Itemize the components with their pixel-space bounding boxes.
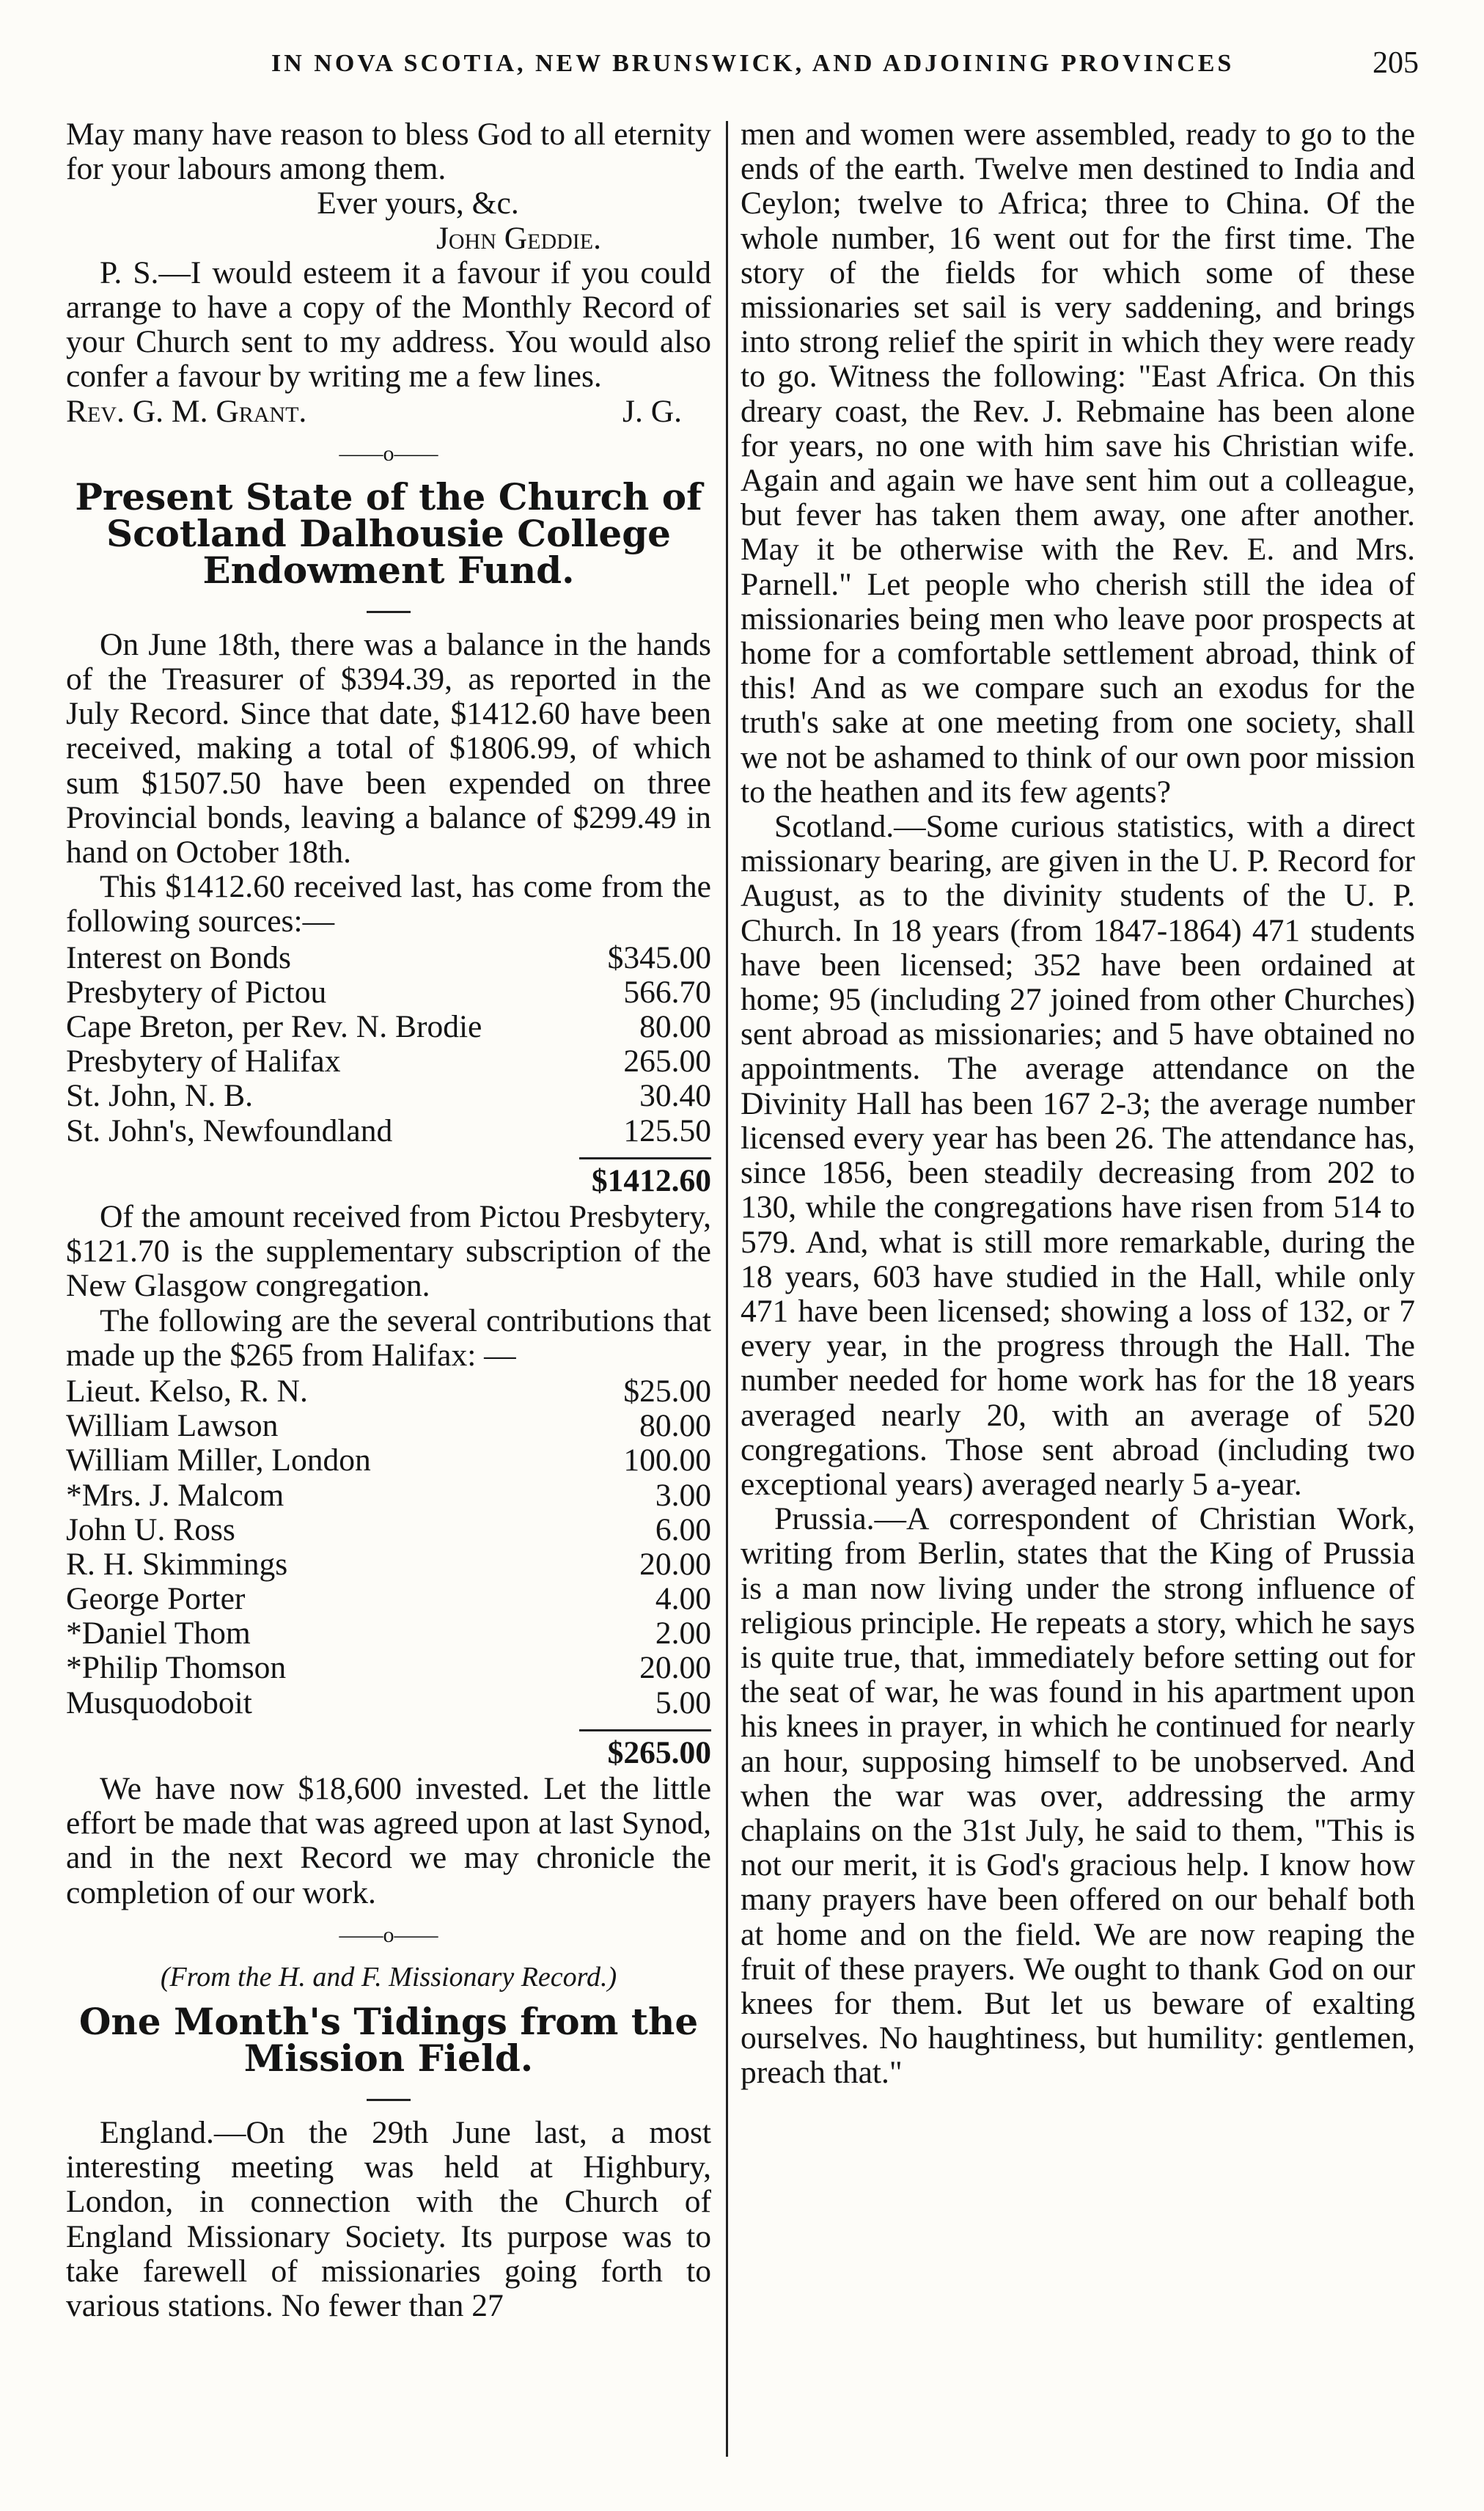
ledger-row <box>66 1616 711 1651</box>
endowment-paragraph-4: The following are the several contributions that made up the $265 from Halifax: — <box>66 1302 711 1373</box>
ledger-row <box>66 941 711 975</box>
ledger-amount: 566.70 <box>623 974 711 1010</box>
ledger-name: Interest on Bonds <box>66 939 291 975</box>
column-divider <box>726 121 728 2457</box>
article-title-endowment: Present State of the Church of Scotland Dalhousie College Endowment Fund. <box>75 474 702 592</box>
addressee-line <box>66 395 711 429</box>
ledger-amount: 30.40 <box>639 1078 711 1114</box>
tidings-paragraph-scotland: Scotland.—Some curious statistics, with a direct missionary bearing, are given in the U. P. Record for August, as to the divinity students of the U. P. Church. In 18 years (from 1847-1864) 471 students have been licensed; 352 have been ordained at home; 95 (including 27 joined from other Churches) sent abroad as missionaries; and 5 have obtained no appointments. The average attendance on the Divinity Hall has been 167 2-3; the average number licensed every year has been 26. The attendance has, since 1856, been steadily decreasing from 202 to 130, while the congregations have risen from 514 to 579. And, what is still more remarkable, during the 18 years, 603 have studied in the Hall, while only 471 have been licensed; showing a loss of 132, or 7 every year, in the progress through the Hall. The number needed for home work has for the 18 years averaged nearly 20, with an average of 520 congregations. Those sent abroad (including two exceptional years) averaged nearly 5 a-year. <box>741 809 1415 1502</box>
ledger-row <box>66 1079 711 1113</box>
sources-total: $1412.60 <box>591 1162 711 1198</box>
letter-signature: John Geddie. <box>436 220 601 256</box>
ledger-name: St. John, N. B. <box>66 1078 254 1114</box>
valediction: Ever yours, &c. <box>317 186 519 221</box>
contributors-total: $265.00 <box>607 1734 711 1770</box>
ledger-amount: 20.00 <box>639 1650 711 1686</box>
ledger-row <box>66 1686 711 1720</box>
ledger-amount: 2.00 <box>655 1616 711 1652</box>
ledger-row <box>66 1044 711 1079</box>
page-header <box>66 45 1419 97</box>
ledger-row <box>66 1010 711 1044</box>
section-separator: ——o—— <box>339 1922 438 1947</box>
ledger-amount: 125.50 <box>623 1112 711 1148</box>
ledger-total-rule <box>579 1157 711 1159</box>
ledger-name: R. H. Skimmings <box>66 1546 288 1582</box>
ledger-row <box>66 1114 711 1148</box>
ledger-row <box>66 1374 711 1409</box>
page-number: 205 <box>1373 46 1419 80</box>
tidings-paragraph-continued: men and women were assembled, ready to go to the ends of the earth. Twelve men destined to India and Ceylon; twelve to Africa; three to China. Of the whole number, 16 went out for the first time. The story of the fields for which some of these missionaries set sail is very saddening, and brings into strong relief the spirit in which they were ready to go. Witness the following: "East Africa. On this dreary coast, the Rev. J. Rebmaine has been alone for years, no one with him save his Christian wife. Again and again we have sent him out a colleague, but fever has taken them away, one after another. May it be otherwise with the Rev. E. and Mrs. Parnell." Let people who cherish still the idea of missionaries being men who leave poor prospects at home for a comfortable settlement abroad, think of this! And as we compare such an exodus for the truth's sake at one meeting from one society, shall we not be ashamed to think of our own poor mission to the heathen and its few agents? <box>741 117 1415 810</box>
sources-ledger <box>66 941 711 1198</box>
ledger-name: *Philip Thomson <box>66 1650 287 1686</box>
article-title-tidings: One Month's Tidings from the Mission Field. <box>78 2000 699 2081</box>
ledger-name: Musquodoboit <box>66 1685 252 1720</box>
ledger-row <box>66 1582 711 1616</box>
ledger-amount: 4.00 <box>655 1581 711 1617</box>
left-column <box>66 117 711 2323</box>
ledger-row <box>66 1478 711 1513</box>
postscript-initials: J. G. <box>622 393 682 429</box>
endowment-paragraph-2: This $1412.60 received last, has come from the following sources:— <box>66 869 711 939</box>
title-rule <box>367 2099 411 2101</box>
endowment-paragraph-1: On June 18th, there was a balance in the hands of the Treasurer of $394.39, as reported in the July Record. Since that date, $1412.60 have been received, making a total of $1806.99, of which sum $1507.50 have been expended on three Provincial bonds, leaving a balance of $299.49 in hand on October 18th. <box>66 626 711 870</box>
ledger-row <box>66 1513 711 1547</box>
ledger-amount: 20.00 <box>639 1546 711 1582</box>
ledger-total-rule <box>579 1729 711 1731</box>
ledger-amount: 6.00 <box>655 1511 711 1547</box>
addressee: Rev. G. M. Grant. <box>66 393 307 429</box>
ledger-name: Presbytery of Pictou <box>66 974 327 1010</box>
ledger-amount: 80.00 <box>639 1408 711 1444</box>
ledger-amount: 100.00 <box>623 1443 711 1478</box>
ledger-name: Cape Breton, per Rev. N. Brodie <box>66 1009 482 1045</box>
right-column <box>741 117 1415 2091</box>
ledger-name: Lieut. Kelso, R. N. <box>66 1373 308 1409</box>
article-source-note: (From the H. and F. Missionary Record.) <box>160 1961 617 1993</box>
ledger-amount: 265.00 <box>623 1044 711 1079</box>
ledger-name: *Mrs. J. Malcom <box>66 1477 284 1513</box>
ledger-name: John U. Ross <box>66 1511 235 1547</box>
ledger-amount: 5.00 <box>655 1685 711 1720</box>
section-separator: ——o—— <box>339 441 438 466</box>
ledger-row <box>66 1443 711 1478</box>
ledger-name: William Lawson <box>66 1408 279 1444</box>
tidings-paragraph-england: England.—On the 29th June last, a most interesting meeting was held at Highbury, London, in connection with the Church of England Missionary Society. Its purpose was to take farewell of missionaries going forth to various stations. No fewer than 27 <box>66 2115 711 2324</box>
ledger-name: St. John's, Newfoundland <box>66 1112 393 1148</box>
letter-closing: May many have reason to bless God to all eternity for your labours among them. <box>66 117 711 187</box>
ledger-name: Presbytery of Halifax <box>66 1044 341 1079</box>
contributors-ledger <box>66 1374 711 1770</box>
postscript: P. S.—I would esteem it a favour if you could arrange to have a copy of the Monthly Record of your Church sent to my address. You would also confer a favour by writing me a few lines. <box>66 254 711 395</box>
ledger-amount: 80.00 <box>639 1009 711 1045</box>
ledger-row <box>66 1651 711 1685</box>
tidings-paragraph-prussia: Prussia.—A correspondent of Christian Work, writing from Berlin, states that the King of Prussia is a man now living under the strong influence of religious principle. He repeats a story, which he says is quite true, that, immediately before setting out for the seat of war, he was found in his apartment upon his knees in prayer, in which he continued for nearly an hour, supposing himself to be unobserved. And when the war was over, addressing the army chaplains on the 31st July, he said to them, "This is not our merit, it is God's gracious help. I know how many prayers have been offered on our behalf both at home and on the field. We are now reaping the fruit of these prayers. We ought to thank God on our knees for them. But let us beware of exalting ourselves. No haughtiness, but humility: gentlemen, preach that." <box>741 1501 1415 2091</box>
running-head: IN NOVA SCOTIA, NEW BRUNSWICK, AND ADJOINING PROVINCES <box>271 50 1235 77</box>
title-rule <box>367 611 411 613</box>
ledger-amount: $345.00 <box>607 939 711 975</box>
ledger-amount: 3.00 <box>655 1477 711 1513</box>
ledger-row <box>66 1409 711 1443</box>
ledger-row <box>66 1547 711 1582</box>
ledger-row <box>66 975 711 1010</box>
endowment-paragraph-5: We have now $18,600 invested. Let the little effort be made that was agreed upon at last Synod, and in the next Record we may chronicle the completion of our work. <box>66 1771 711 1910</box>
endowment-paragraph-3: Of the amount received from Pictou Presbytery, $121.70 is the supplementary subscription of the New Glasgow congregation. <box>66 1198 711 1304</box>
ledger-name: George Porter <box>66 1581 246 1617</box>
ledger-amount: $25.00 <box>623 1373 711 1409</box>
ledger-name: *Daniel Thom <box>66 1616 251 1652</box>
ledger-name: William Miller, London <box>66 1443 371 1478</box>
